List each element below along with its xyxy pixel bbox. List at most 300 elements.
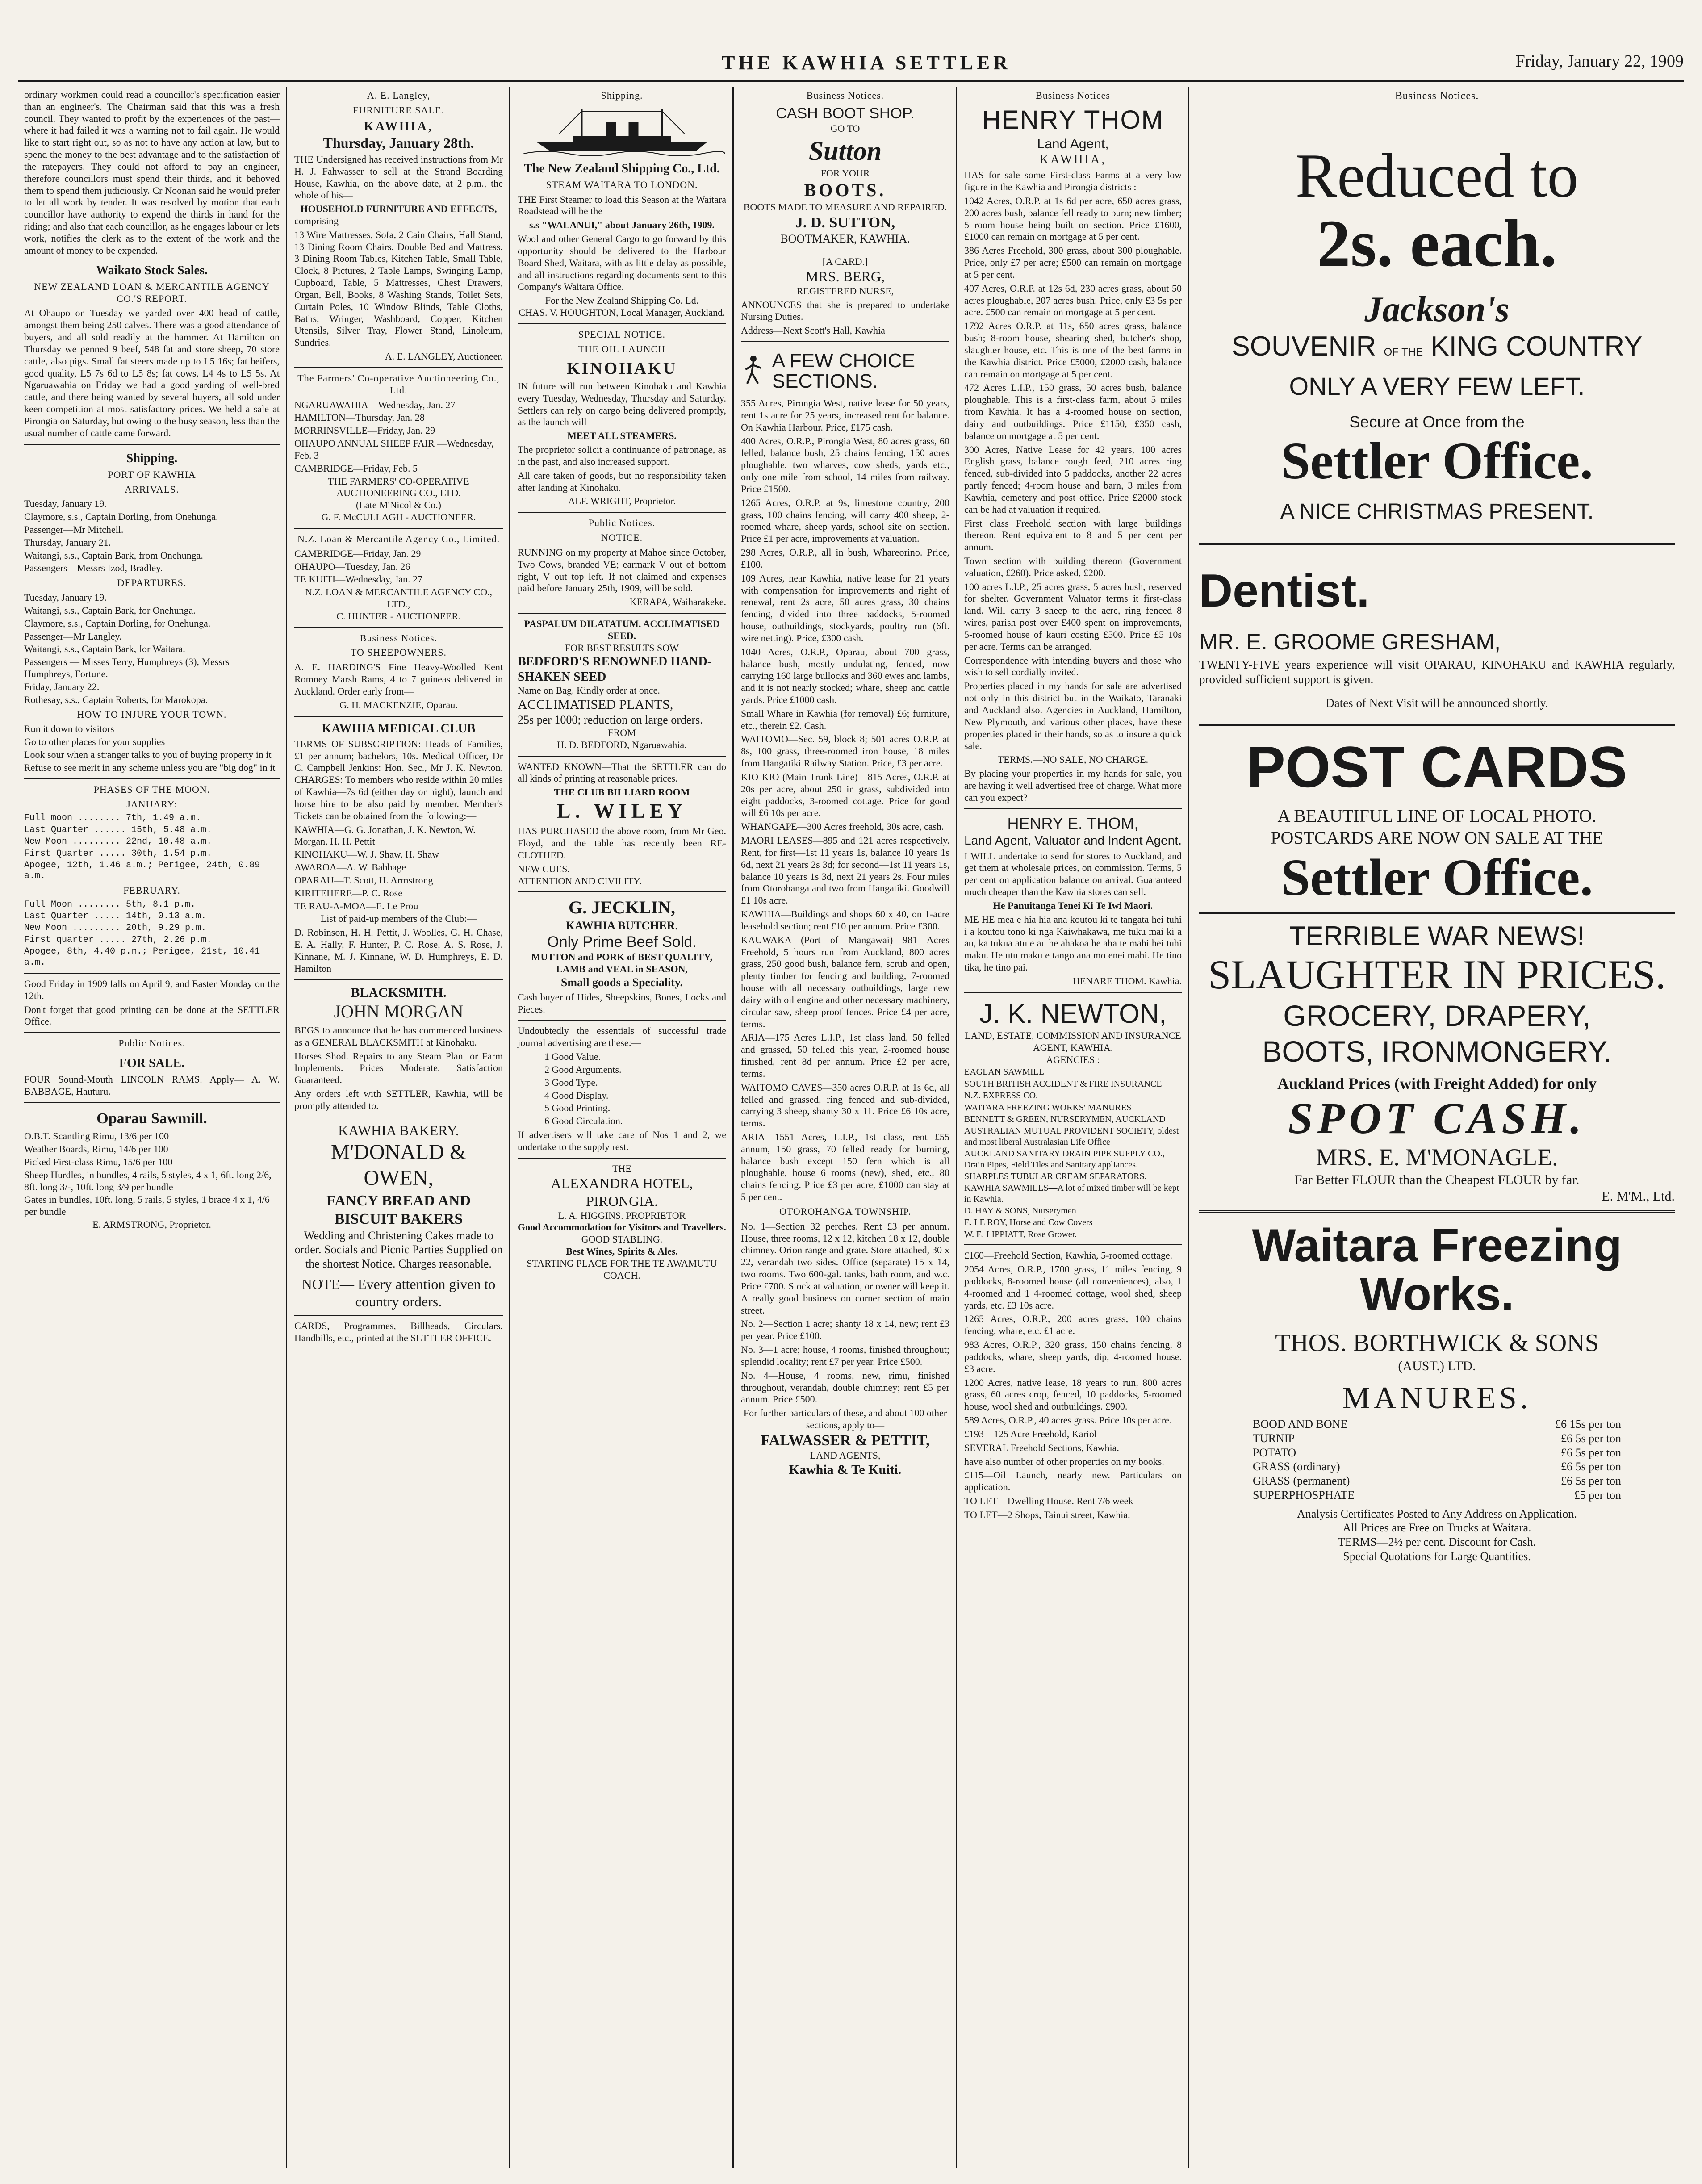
list-item: BENNETT & GREEN, NURSERYMEN, AUCKLAND [964,1114,1166,1124]
nzloan-list [294,548,503,586]
souvenir-word: SOUVENIR [1231,331,1376,362]
list-item: KAWHIA—G. G. Jonathan, J. K. Newton, W. Morgan, H. H. Pettit [294,824,476,847]
em-ltd: E. M'M., Ltd. [1602,1188,1675,1204]
kinohaku-title: KINOHAKU [566,359,677,378]
public-notices-heading: Public Notices. [118,1038,185,1049]
farmers-heading: The Farmers' Co-operative Auctioneering Co., Ltd. [297,372,500,396]
manures-table [1199,1417,1675,1502]
steam-route: STEAM WAITARA TO LONDON. [546,179,698,190]
february-heading: FEBRUARY. [123,884,180,896]
secure-label: Secure at Once from the [1349,412,1525,431]
the-label: THE [612,1163,631,1174]
price-item: £160—Freehold Section, Kawhia, 5-roomed cottage. [964,1250,1173,1261]
farmers-signature: G. F. McCULLAGH - AUCTIONEER. [321,511,476,523]
blacksmith-heading: BLACKSMITH. [351,985,447,1000]
morgan-name: JOHN MORGAN [334,1001,464,1022]
manure-name: POTATO [1253,1446,1296,1459]
listing-item: WAITOMO—Sec. 59, block 8; 501 acres O.R.P. at 8s, 100 grass, three-roomed iron house, 18 miles from Hangatiki Railway Station. Price, £3 per acre. [741,733,949,769]
list-item: Full Moon ........ 5th, 8.1 p.m. [24,899,196,910]
beautiful-line: A BEAUTIFUL LINE OF LOCAL PHOTO. [1277,805,1597,826]
list-item: Tuesday, January 19. [24,592,107,603]
hotel-wines: Best Wines, Spirits & Ales. [566,1246,678,1257]
hotel-accommodation: Good Accommodation for Visitors and Travellers. [518,1222,726,1233]
list-item: MORRINSVILLE—Friday, Jan. 29 [294,425,435,436]
list-item: Waitangi, s.s., Captain Bark, from Onehunga. [24,549,203,561]
steamship-icon [518,105,726,158]
list-item: O.B.T. Scantling Rimu, 13/6 per 100 [24,1130,169,1142]
small-goods: Small goods a Speciality. [560,975,683,989]
list-item: Claymore, s.s., Captain Dorling, for Onehunga. [24,617,211,629]
falwasser-name: FALWASSER & PETTIT, [761,1432,930,1449]
lamb-veal: LAMB and VEAL in SEASON, [556,963,688,975]
table-row [1253,1446,1621,1460]
few-left-heading: ONLY A VERY FEW LEFT. [1289,372,1585,400]
postcards-sale: POSTCARDS ARE NOW ON SALE AT THE [1271,827,1603,848]
walanui-date: s.s "WALANUI," about January 26th, 1909. [529,219,715,231]
masthead-rule [18,80,1684,82]
list-item: Apogee, 12th, 1.46 a.m.; Perigee, 24th, 0.89 a.m. [24,860,260,882]
notice-text: RUNNING on my property at Mahoe since October, Two Cows, branded VE; earmark V out of bottom right, V out top left. If not claimed and expenses paid before January 25th, 1909, will be sold. [518,546,726,594]
indent-text: I WILL undertake to send for stores to Auckland, and get them at wholesale prices, on commission. Terms, 5 per cent on application balance on arrival. Guaranteed much cheaper than the Kawhia stores can sell. [964,850,1182,898]
price-item: £193—125 Acre Freehold, Kariol [964,1428,1097,1439]
free-trucks-text: All Prices are Free on Trucks at Waitara. [1342,1521,1531,1535]
list-item: Sheep Hurdles, in bundles, 4 rails, 5 styles, 4 x 1, 6ft. long 2/6, 8ft. long 3/-, 10ft. long 3/9 per bundle [24,1169,272,1192]
launch-text: IN future will run between Kinohaku and Kawhia every Tuesday, Wednesday, Thursday and Saturday. Settlers can rely on cargo being delivered promptly, as the launch will [518,380,726,428]
table-row [1253,1488,1621,1502]
cash-boot-heading: CASH BOOT SHOP. [776,105,915,122]
kawhia-label: KAWHIA, [1039,153,1107,167]
grocery-heading: GROCERY, DRAPERY, [1283,999,1591,1032]
auctioneer-signature: A. E. LANGLEY, Auctioneer. [385,351,503,362]
furniture-sale-heading: FURNITURE SALE. [353,104,444,116]
list-item: Picked First-class Rimu, 15/6 per 100 [24,1156,173,1167]
departures-heading: DEPARTURES. [117,577,187,589]
berg-address: Address—Next Scott's Hall, Kawhia [741,325,885,336]
borthwick-name: THOS. BORTHWICK & SONS [1275,1329,1599,1357]
list-item: AUSTRALIAN MUTUAL PROVIDENT SOCIETY, oldest and most liberal Australasian Life Office [964,1126,1179,1147]
listing-item: Town section with building thereon (Government valuation, £260). Price asked, £200. [964,555,1182,578]
prime-beef: Only Prime Beef Sold. [547,933,697,950]
listing-item: 1040 Acres, O.R.P., Oparau, about 700 grass, balance bush, mostly undulating, fenced, now carrying 160 large bullocks and 360 ewes and lambs, and it is not nearly stocked; whare, sheep and cattle yards. Price £1000 cash. [741,646,949,705]
list-item: SHARPLES TUBULAR CREAM SEPARATORS. [964,1171,1147,1181]
placing-text: By placing your properties in my hands for sale, you are having it well advertised free of charge. What more can you expect? [964,768,1182,803]
manure-name: SUPERPHOSPHATE [1253,1488,1355,1502]
manure-name: TURNIP [1253,1431,1295,1445]
sawmill-list [24,1130,280,1218]
table-row [1253,1417,1621,1431]
berg-text: ANNOUNCES that she is prepared to undertake Nursing Duties. [741,299,949,322]
shipping-heading: Shipping. [601,90,643,101]
running-man-icon [741,347,766,396]
jecklin-name: G. JECKLIN, [569,897,675,918]
list-item: KIRITEHERE—P. C. Rose [294,887,402,899]
first-steamer: THE First Steamer to load this Season at the Waitara Roadstead will be the [518,193,726,217]
sheepowners-signature: G. H. MACKENZIE, Oparau. [339,699,458,711]
christmas-heading: A NICE CHRISTMAS PRESENT. [1280,499,1594,523]
list-item: Last Quarter ..... 14th, 0.13 a.m. [24,911,207,921]
list-item: Claymore, s.s., Captain Dorling, from Onehunga. [24,511,218,523]
masthead [18,49,1684,76]
listing-item: 109 Acres, near Kawhia, native lease for 21 years with compensation for improvements and right of renewal, rent 2s acre, 50 acres grass, 30 chains fencing, divided into three paddocks, 5-roomed house, outbuildings, stockyards, poultry run (6ft. wire netting). Price, £300 cash. [741,572,949,644]
manure-price: £5 per ton [1574,1488,1621,1502]
medical-club-text: TERMS OF SUBSCRIPTION: Heads of Families, £1 per annum; bachelors, 10s. Medical Officer, Dr C. Campbell Jenkins: Hon. Sec., Mr J. K. Newton. CHARGES: To members who reside within 20 miles of Kawhia—7s 6d (either day or night), launch and horse hire to be also paid by member. Member's Tickets can be obtained from the following:— [294,738,503,821]
horses-text: Horses Shod. Repairs to any Steam Plant or Farm Implements. Prices Moderate. Satisfaction Guaranteed. [294,1050,503,1086]
business-notices-heading: Business Notices. [806,90,884,101]
nzshipping-heading: The New Zealand Shipping Co., Ltd. [524,161,720,176]
injure-list [24,723,280,774]
price-item: 983 Acres, O.R.P., 320 grass, 150 chains fencing, 8 paddocks, whare, sheep yards, dip, 4-roomed house. £3 acre. [964,1339,1182,1374]
hotel-proprietor: L. A. HIGGINS. PROPRIETOR [558,1209,686,1221]
listing-item: WHANGAPE—300 Acres freehold, 30s acre, cash. [741,821,944,833]
boots-ironmongery-heading: BOOTS, IRONMONGERY. [1262,1035,1612,1068]
listing-item: 472 Acres L.I.P., 150 grass, 50 acres bush, balance ploughable. This is a first-class farm, about 5 miles from Kawhia. It has a 4-roomed house on section, dairy and outbuildings. Price £1150, £350 cash, balance on mortgage at 5 per cent. [964,382,1182,441]
gresham-text: TWENTY-FIVE years experience will visit OPARAU, KINOHAKU and KAWHIA regularly, provided sufficient support is given. [1199,657,1675,686]
list-item: First Quarter ..... 30th, 1.54 p.m. [24,848,212,859]
issue-date: Friday, January 22, 1909 [1515,52,1684,71]
cards-ad: CARDS, Programmes, Billheads, Circulars, Handbills, etc., printed at the SETTLER OFFICE. [294,1320,503,1343]
price-item: 2054 Acres, O.R.P., 1700 grass, 11 miles fencing, 9 paddocks, 8-roomed house (all conveniences), also, 1 4-roomed and 1 4-roomed cottage, wool shed, sheep yards, etc. £3 10s acre. [964,1264,1182,1311]
listing-item: 400 Acres, O.R.P., Pirongia West, 80 acres grass, 60 felled, balance bush, 25 chains fencing, 150 acres ploughable, two wharves, cow sheds, yards etc., only one mile from school, 14 miles from railway. Price £1500. [741,435,949,494]
listing-item: ARIA—175 Acres L.I.P., 1st class land, 50 felled and grassed, 50 felled this year, 2-roomed house finished, rent 8d per annum. Price £2 per acre, terms. [741,1032,949,1079]
listing-item: ARIA—1551 Acres, L.I.P., 1st class, rent £55 annum, 150 grass, 70 felled ready for burning, balance bush except 150 fern which is all ploughable, house 6 rooms (new), shed, etc., 80 chains fencing. Price £3 per acre, £1000 can stay at 5 per cent. [741,1131,949,1203]
further-text: For further particulars of these, and about 100 other sections, apply to— [743,1407,947,1431]
list-item: WAITARA FREEZING WORKS' MANURES [964,1102,1132,1113]
column-rule [956,87,957,2168]
column-rule [732,87,734,2168]
flour-text: Far Better FLOUR than the Cheapest FLOUR by far. [1294,1172,1580,1188]
kawhia-tekuiti: Kawhia & Te Kuiti. [789,1462,902,1477]
stock-sales-subheading: NEW ZEALAND LOAN & MERCANTILE AGENCY CO.'S REPORT. [34,280,270,304]
launch-heading: THE OIL LAUNCH [578,343,666,355]
essentials-note: If advertisers will take care of Nos 1 and 2, we undertake to the supply rest. [518,1129,726,1152]
list-item: 5 Good Printing. [544,1102,611,1114]
sale-items: 13 Wire Mattresses, Sofa, 2 Cain Chairs, Hall Stand, 13 Dining Room Chairs, Double Bed and Mattress, 3 Dining Room Tables, Kitchen Table, Small Table, Clock, 8 Pictures, 2 Table Lamps, Swinging Lamp, Cupboard, Table, 5 Mattresses, Chest Drawers, Organ, Bell, Books, 8 Washing Stands, Toilet Sets, Curtain Poles, 10 Window Blinds, Table Cloths, Baths, Wringer, Washboard, Copper, Kitchen Utensils, Silver Tray, Flower Stand, Linoleum, Sundries. [294,229,503,348]
comprising-label: comprising— [294,215,348,226]
bakery-name: M'DONALD & OWEN, [330,1140,467,1190]
notice-heading: NOTICE. [601,532,643,544]
maori-signature: HENARE THOM. Kawhia. [1072,975,1182,987]
price-item: have also number of other properties on my books. [964,1456,1164,1467]
plants-price: 25s per 1000; reduction on large orders. [518,713,703,727]
list-item: Weather Boards, Rimu, 14/6 per 100 [24,1143,168,1155]
otorohanga-heading: OTOROHANGA TOWNSHIP. [779,1205,912,1217]
price-item: 1265 Acres, O.R.P., 200 acres grass, 100 chains fencing, whare, etc. £1 acre. [964,1313,1182,1337]
price-item: 589 Acres, O.R.P., 40 acres grass. Price 10s per acre. [964,1414,1172,1426]
list-item: 6 Good Circulation. [544,1115,623,1127]
nzloan-company: N.Z. LOAN & MERCANTILE AGENCY CO., LTD., [305,586,492,610]
name-on-bag: Name on Bag. Kindly order at once. [518,684,660,696]
listing-item: KIO KIO (Main Trunk Line)—815 Acres, O.R.P. at 20s per acre, about 250 in grass, subdivided into eight paddocks, 3-roomed cottage. Price for good will £6 10s per acre. [741,771,949,819]
butcher-heading: KAWHIA BUTCHER. [565,919,678,933]
household-heading: HOUSEHOLD FURNITURE AND EFFECTS, [300,203,497,215]
list-item: Waitangi, s.s., Captain Bark, for Onehunga. [24,604,196,616]
listing-item: 1792 Acres O.R.P. at 11s, 650 acres grass, balance bush; 8-room house, shearing shed, butcher's shop, slaughter house, etc. This is one of the best farms in the Kawhia district. Price £5000, £2000 cash, balance can remain on mortgage at 5 per cent. [964,320,1182,380]
manure-price: £6 5s per ton [1560,1431,1621,1445]
best-results: FOR BEST RESULTS SOW [565,642,679,653]
list-item: New Moon ......... 22nd, 10.48 a.m. [24,837,212,847]
moon-heading: PHASES OF THE MOON. [93,783,210,795]
card-label: [A CARD.] [822,255,868,267]
settler-office-heading: Settler Office. [1281,431,1593,490]
paidup-members: D. Robinson, H. H. Pettit, J. Woolles, G. H. Chase, E. A. Hally, F. Hunter, P. C. Rose, A. S. Rose, J. Kinnane, M. J. Kinnane, W. D. Humphreys, E. D. Hamilton [294,927,503,974]
listing-item: 100 acres L.I.P., 25 acres grass, 5 acres bush, reserved for shelter. Government Valuator terms it first-class land. Will carry 3 sheep to the acre, ring fenced 8 wires, parish post over £400 spent on improvements, 5-roomed house of kauri costing £500. Price £5 10s per acre. Terms can be arranged. [964,581,1182,652]
list-item: Passengers—Messrs Izod, Bradley. [24,562,163,574]
dentist-heading: Dentist. [1199,565,1370,617]
listing-item: MAORI LEASES—895 and 121 acres respectively. Rent, for first—1st 11 years 1s, balance 10 years 1s 6d, next 21 years 2s 3d; for second—1st 11 years 1s, balance 10 years 1s 3d, next 21 years 2s. Four miles from Otorohanga and two from Hangatiki. Goodwill £1 10s acre. [741,835,949,906]
price-item: £115—Oil Launch, nearly new. Particulars on application. [964,1469,1182,1493]
column-5 [958,87,1188,2168]
list-item: Gates in bundles, 10ft. long, 5 rails, 5 styles, 1 brace 4 x 1, 4/6 per bundle [24,1194,270,1218]
list-item: TE RAU-A-MOA—E. Le Prou [294,900,418,912]
hotel-starting: STARTING PLACE FOR THE TE AWAMUTU COACH. [527,1257,717,1281]
list-item: CAMBRIDGE—Friday, Jan. 29 [294,548,421,559]
farmers-late: (Late M'Nicol & Co.) [356,499,441,511]
auckland-prices: Auckland Prices (with Freight Added) for only [1277,1074,1597,1092]
list-item: E. LE ROY, Horse and Cow Covers [964,1218,1093,1228]
list-item: AWAROA—A. W. Babbage [294,862,406,873]
january-heading: JANUARY: [126,798,177,810]
nzloan-heading: N.Z. Loan & Mercantile Agency Co., Limited. [297,533,500,544]
wiley-name: L. WILEY [556,799,687,823]
manure-name: GRASS (permanent) [1253,1474,1350,1488]
list-item: New Moon ......... 20th, 9.29 p.m. [24,923,207,933]
list-item: Run it down to visitors [24,723,114,735]
for-company: For the New Zealand Shipping Co. Ld. [545,295,699,306]
maori-heading: He Panuitanga Tenei Ki Te Iwi Maori. [993,900,1153,911]
wright-signature: ALF. WRIGHT, Proprietor. [568,495,676,507]
aust-ltd: (AUST.) LTD. [1398,1359,1476,1374]
list-item: Passengers — Misses Terry, Humphreys (3), Messrs Humphreys, Fortune. [24,656,230,680]
port-heading: PORT OF KAWHIA [108,469,196,480]
few-sections-banner [741,347,949,396]
list-item: AUCKLAND SANITARY DRAIN PIPE SUPPLY CO., Drain Pipes, Field Tiles and Sanitary appliances. [964,1149,1165,1170]
list-item: D. HAY & SONS, Nurserymen [964,1206,1076,1216]
list-item: 4 Good Display. [544,1089,609,1101]
list-item: TE KUITI—Wednesday, Jan. 27 [294,573,422,585]
land-estate-label: LAND, ESTATE, COMMISSION AND INSURANCE AGENT, KAWHIA. [965,1029,1181,1053]
list-item: Rothesay, s.s., Captain Roberts, for Marokopa. [24,694,208,705]
list-item: Passenger—Mr Mitchell. [24,523,124,535]
manure-price: £6 5s per ton [1560,1460,1621,1473]
gresham-name: MR. E. GROOME GRESHAM, [1199,629,1501,654]
list-item: 1 Good Value. [544,1051,601,1063]
list-item: Look sour when a stranger talks to you of buying property in it [24,749,272,761]
shipping-heading: Shipping. [126,451,178,465]
listing-item: 355 Acres, Pirongia West, native lease for 50 years, rent 1s acre for 25 years, increased rent for balance. On Kawhia Harbour. Price, £175 cash. [741,397,949,433]
february-moon-list [24,900,280,968]
mcmonagle-name: MRS. E. M'MONAGLE. [1316,1143,1558,1171]
otorohanga-item: No. 1—Section 32 perches. Rent £3 per annum. House, three rooms, 12 x 12, kitchen 18 x 12, double chimney. Orion range and grate. Store attached, 30 x 22, verandah two sides. Office (separate) 15 x 14, two rooms. Two 600-gal. tanks, bath room, and w.c. Price £700. Stock at valuation, or owner will keep it. A really good business on corner section of main street. [741,1220,949,1316]
column-rule [509,87,510,2168]
notice-signature: KERAPA, Waiharakeke. [629,596,726,608]
sawmill-signature: E. ARMSTRONG, Proprietor. [92,1219,211,1230]
bootmaker-label: BOOTMAKER, KAWHIA. [780,232,910,246]
houghton-signature: CHAS. V. HOUGHTON, Local Manager, Auckland. [519,307,725,318]
boots-heading: BOOTS. [804,180,887,201]
special-quotations: Special Quotations for Large Quantities. [1343,1549,1531,1563]
listing-item: Small Whare in Kawhia (for removal) £6; furniture, etc., therein £2. Cash. [741,707,949,731]
manures-heading: MANURES. [1342,1381,1532,1415]
column-rule [1188,87,1189,2168]
column-rule [286,87,287,2168]
from-label: FROM [608,727,636,738]
council-report: ordinary workmen could read a councillor's specification easier than an engineer's. The Chairman said that this was a fresh council. They wanted to profit by the experiences of the past—where it had failed it was a warning not to fail again. He would like to start right out, so as not to have any action at law, but to spend the money to the best advantage and to the satisfaction of the ratepayers. They could not afford to pay an engineer, therefore councillors must spend their thirds, and it behoved them to spend them judiciously. Cr Noonan said he would prefer to let all work by tender. It was resolved by motion that each councillor have authority to expend the thirds in hand for the riding; and also that each councillor, as he engages labour or lets work, notifies the clerk as to the extent of the work and the amount of money to be expended. [24,89,280,256]
manure-price: £6 15s per ton [1555,1418,1621,1431]
business-notices-heading: Business Notices. [360,632,438,644]
list-item: Friday, January 22. [24,681,100,692]
sale-date: Thursday, January 28th. [323,134,474,151]
easter-note: Good Friday in 1909 falls on April 9, and Easter Monday on the 12th. [24,978,280,1001]
farmers-company: THE FARMERS' CO-OPERATIVE AUCTIONEERING CO., LTD. [328,475,469,499]
wiley-text: HAS PURCHASED the above room, from Mr Geo. Floyd, and the table has recently been RE-CLOTHED. [518,825,726,861]
list-item: EAGLAN SAWMILL [964,1067,1044,1077]
works-heading: Works. [1360,1268,1514,1320]
listing-item: 300 Acres, Native Lease for 42 years, 100 acres English grass, balance rough feed, 210 acres ring fenced, sub-divided into 5 paddocks, another 22 acres partly fenced; 4-room house and barn, 3 miles from Kawhia, cemetery and post office. Price £2000 stock can be had at valuation if required. [964,443,1182,515]
thom-intro: HAS for sale some First-class Farms at a very low figure in the Kawhia and Pirongia districts :— [964,169,1182,193]
bakery-text: Wedding and Christening Cakes made to order. Socials and Picnic Parties Supplied on the shortest Notice. Charges reasonable. [294,1229,503,1271]
column-2 [288,87,509,2168]
valuator-label: Land Agent, Valuator and Indent Agent. [964,833,1182,848]
for-sale-heading: FOR SALE. [119,1056,185,1071]
listing-item: First class Freehold section with large buildings thereon. Rent equivalent to 8 and 5 per cent per annum. [964,517,1182,553]
list-item: Thursday, January 21. [24,536,111,548]
manure-name: GRASS (ordinary) [1253,1460,1340,1473]
henry-e-thom-name: HENRY E. THOM, [1007,814,1139,833]
undoubtedly-text: Undoubtedly the essentials of successful trade journal advertising are these:— [518,1025,726,1049]
list-item: 2 Good Arguments. [544,1063,622,1075]
hotel-stabling: GOOD STABLING. [581,1234,663,1245]
bedford-signature: H. D. BEDFORD, Ngaruawahia. [557,739,687,750]
listing-item: 386 Acres Freehold, 300 grass, about 300 ploughable. Price, only £7 per acre; £500 can remain on mortgage at 5 per cent. [964,245,1182,280]
slaughter-heading: SLAUGHTER IN PRICES. [1208,952,1666,998]
souvenir-heading [1199,331,1675,362]
price-item: TO LET—2 Shops, Tainui street, Kawhia. [964,1509,1130,1520]
war-news-heading: TERRIBLE WAR NEWS! [1289,921,1585,951]
farmers-list [294,399,503,475]
nzloan-signature: C. HUNTER - AUCTIONEER. [336,610,461,622]
manure-name: BOOD AND BONE [1253,1418,1348,1431]
for-your-label: FOR YOUR [820,167,870,179]
list-item: N.Z. EXPRESS CO. [964,1091,1038,1101]
table-row [1253,1460,1621,1474]
analysis-text: Analysis Certificates Posted to Any Address on Application. [1297,1507,1577,1520]
listing-item: 1265 Acres, O.R.P. at 9s, limestone country, 200 grass, 100 chains fencing, will carry 400 sheep, 2-roomed whare, sheep yards, school site on section. Price £1 per acre, improvements at valuation. [741,497,949,544]
essentials-list [518,1051,726,1127]
registered-nurse: REGISTERED NURSE, [796,285,894,297]
billiard-heading: THE CLUB BILLIARD ROOM [554,787,690,798]
wanted-known: WANTED KNOWN—That the SETTLER can do all kinds of printing at reasonable prices. [518,761,726,784]
settler-office-heading-2: Settler Office. [1281,848,1593,907]
sale-place: KAWHIA, [364,119,433,134]
goto-label: GO TO [830,123,860,134]
arrivals-list [24,498,280,574]
stock-sales-heading: Waikato Stock Sales. [96,263,208,277]
post-cards-heading: POST CARDS [1246,734,1627,799]
special-notice-heading: SPECIAL NOTICE. [578,328,666,340]
meet-steamers: MEET ALL STEAMERS. [567,430,677,442]
list-item: Waitangi, s.s., Captain Bark, for Waitara. [24,643,185,655]
table-row [1253,1474,1621,1488]
souvenir-of-the: OF THE [1384,346,1423,359]
otorohanga-item: No. 4—House, 4 rooms, new, rimu, finished throughout, verandah, double chimney; rent £5 per annum. Price £500. [741,1369,949,1405]
business-notices-heading: Business Notices. [1395,90,1479,102]
berg-name: MRS. BERG, [806,268,885,285]
bakery-note: NOTE— Every attention given to country orders. [301,1276,496,1310]
for-sale-ad: FOUR Sound-Mouth LINCOLN RAMS. Apply— A. W. BABBAGE, Hauturu. [24,1074,280,1097]
list-item: Last Quarter ...... 15th, 5.48 a.m. [24,824,212,835]
list-item: W. E. LIPPIATT, Rose Grower. [964,1229,1077,1239]
listing-item: KAWHIA—Buildings and shops 60 x 40, on 1-acre leasehold section; rent £10 per annum. Price £300. [741,908,949,932]
bakery-heading: KAWHIA BAKERY. [338,1122,459,1138]
list-item: Passenger—Mr Langley. [24,630,122,642]
few-sections-heading: A FEW CHOICE SECTIONS. [772,349,916,393]
agencies-list [964,1067,1182,1240]
list-item: Full moon ........ 7th, 1.49 a.m. [24,813,201,824]
paidup-heading: List of paid-up members of the Club:— [320,913,477,925]
land-agent-label: Land Agent, [1037,136,1109,151]
dates-visit: Dates of Next Visit will be announced shortly. [1326,696,1548,710]
paspalum-heading: PASPALUM DILATATUM. ACCLIMATISED SEED. [524,618,720,641]
hides-text: Cash buyer of Hides, Sheepskins, Bones, Locks and Pieces. [518,991,726,1015]
jd-sutton-name: J. D. SUTTON, [795,214,895,231]
listing-item: 298 Acres, O.R.P., all in bush, Whareorino. Price, £100. [741,547,949,570]
printing-note: Don't forget that good printing can be done at the SETTLER Office. [24,1004,280,1027]
measure-text: BOOTS MADE TO MEASURE AND REPAIRED. [743,201,947,213]
column-1 [18,87,286,2168]
list-item: NGARUAWAHIA—Wednesday, Jan. 27 [294,399,456,410]
list-item: 3 Good Type. [544,1076,598,1088]
column-6 [1190,87,1684,2168]
mutton-pork: MUTTON and PORK of BEST QUALITY, [531,951,713,963]
langley-heading: A. E. Langley, [367,90,431,101]
otorohanga-item: No. 2—Section 1 acre; shanty 18 x 14, new; rent £3 per year. Price £100. [741,1318,949,1342]
henry-thom-name: HENRY THOM [982,105,1164,134]
king-country-word: KING COUNTRY [1430,331,1643,362]
two-shillings-heading: 2s. each. [1317,206,1557,281]
list-item: Refuse to see merit in any scheme unless you are "big dog" in it [24,761,276,773]
sheepowners-heading: TO SHEEPOWNERS. [350,647,447,658]
price-item: 1200 Acres, native lease, 18 years to run, 800 acres grass, 60 acres crop, fenced, 10 paddocks, 5-roomed house, wool shed and outbuildings. £900. [964,1377,1182,1412]
january-moon-list [24,813,280,882]
bedford-heading: BEDFORD'S RENOWNED HAND-SHAKEN SEED [518,654,712,684]
sheepowners-ad: A. E. HARDING'S Fine Heavy-Woolled Kent Romney Marsh Rams, 4 to 7 guineas delivered in Auckland. Order early from— [294,661,503,697]
newspaper-title: THE KAWHIA SETTLER [722,52,1011,74]
list-item: KAWHIA SAWMILLS—A lot of mixed timber will be kept in Kawhia. [964,1183,1179,1204]
wool-text: Wool and other General Cargo to go forward by this opportunity should be delivered to the Harbour Board Shed, Waitara, with as little delay as possible, and all instructions regarding documents sent to this Company's Waitara Office. [518,233,726,293]
list-item: First quarter ..... 27th, 2.26 p.m. [24,934,212,945]
public-notices-heading: Public Notices. [588,517,656,529]
departures-list [24,592,280,706]
listing-item: 407 Acres, O.R.P. at 12s 6d, 230 acres grass, about 50 acres ploughable, 207 acres bush. Price, only £3 5s per acre. £500 can remain on mortgage at 5 per cent. [964,282,1182,318]
hotel-name: ALEXANDRA HOTEL, PIRONGIA. [551,1175,693,1209]
column-3 [511,87,732,2168]
list-item: Go to other places for your supplies [24,736,165,748]
price-item: SEVERAL Freehold Sections, Kawhia. [964,1442,1119,1453]
list-item: HAMILTON—Thursday, Jan. 28 [294,412,425,423]
listing-item: KAUWAKA (Port of Mangawai)—981 Acres Freehold, 5 hours run from Auckland, 800 acres grass, 250 good bush, balance fern, scrub and open, plenty timber for fencing and building, 7-roomed house with all necessary outbuildings, large new dairy with oil engine and other necessary machinery, circular saw, sheep proof fences. Price £4 per acre, terms. [741,934,949,1029]
manure-price: £6 5s per ton [1560,1474,1621,1488]
list-item: Tuesday, January 19. [24,498,107,510]
sutton-name: Sutton [808,136,882,166]
listing-item: WAITOMO CAVES—350 acres O.R.P. at 1s 6d, all felled and grassed, ring fenced and sub-divided, carrying 3 sheep, shanty 30 x 11. Price £6 10s acre, terms. [741,1081,949,1129]
manure-price: £6 5s per ton [1560,1446,1621,1459]
morgan-text: BEGS to announce that he has commenced business as a GENERAL BLACKSMITH at Kinohaku. [294,1024,503,1048]
bakery-type: FANCY BREAD AND BISCUIT BAKERS [326,1192,471,1228]
otorohanga-item: No. 3—1 acre; house, 4 rooms, finished throughout; splendid locality; rent £7 per year. Price £500. [741,1344,949,1367]
attention-text: ATTENTION AND CIVILITY. [518,875,642,887]
list-item: OHAUPO—Tuesday, Jan. 26 [294,561,410,572]
sale-intro: THE Undersigned has received instructions from Mr H. J. Fahwasser to sell at the Strand Boarding House, Kawhia, on the above date, at 2 p.m., the whole of his— [294,153,503,201]
